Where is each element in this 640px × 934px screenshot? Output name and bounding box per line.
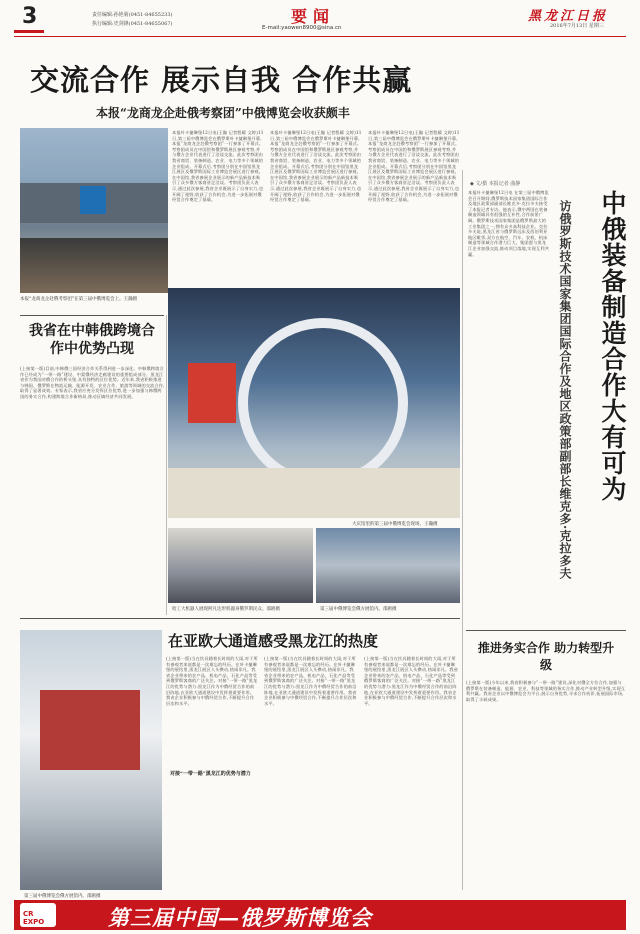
center-photo-screen [40, 690, 140, 770]
sidebar-second-rule [466, 630, 626, 631]
masthead-logo: 黑龙江日报 [528, 9, 609, 24]
footer-banner-title: 第三届中国—俄罗斯博览会 [108, 905, 372, 930]
center-article-headline: 在亚欧大通道感受黑龙江的热度 [168, 632, 379, 650]
exhibit-photo-2 [316, 528, 460, 603]
lead-photo-crowd [20, 238, 168, 293]
footer-logo [20, 903, 56, 927]
footer-logo-text: CR EXPO [23, 910, 45, 926]
exhibit-photo-2-caption: 第三届中俄博览会俄方展馆内。邵鸥摄 [320, 607, 397, 612]
left-article-rule [20, 315, 164, 316]
column-divider-left [166, 315, 167, 615]
sidebar-second-headline: 推进务实合作 助力转型升级 [477, 641, 615, 672]
center-photo-caption: 第三届中俄博览会俄方展馆内。邵鸥摄 [24, 894, 101, 899]
lead-headline: 交流合作 展示自我 合作共赢 [30, 63, 413, 97]
lead-subhead: 本报“龙商龙企赴俄考察团”中俄博览会收获颇丰 [96, 106, 350, 120]
lead-body-col3: 本报叶卡捷琳堡12日电(王瀚 记者程耀 文婷)11日,第三届中俄博览会在俄罗斯叶卡捷琳堡开幕,本报“龙商龙企赴俄考察团”一行参加了开幕式。考察团成员在中国馆和俄罗斯展区参观考察,并与俄方企业代表进行了洽谈交流。此次考察团由我省商贸、装备制造、农业、电力等多个领域的企业组成。开幕式后,考察团分别在中国馆黑龙江展区及俄罗斯国际工业博览会展区进行参观。在中国馆,我省参展企业展示的新产品新技术吸引了众多俄方客商驻足洽谈。考察团负责人表示,通过此次参展,我省企业既展示了自身实力,也开阔了视野,收获了合作机会,为进一步拓展对俄经贸合作奠定了基础。 [368, 130, 460, 203]
header-email: E-mail:yaowen8900@sina.cn [262, 25, 342, 31]
executive-line: 执行编辑:史剑锋(0451-84655067) [92, 21, 173, 27]
sidebar-headline: 中俄装备制造合作大有可为 [598, 190, 627, 502]
lead-body-col1: 本报叶卡捷琳堡12日电(王瀚 记者程耀 文婷)11日,第三届中俄博览会在俄罗斯叶卡捷琳堡开幕,本报“龙商龙企赴俄考察团”一行参加了开幕式。考察团成员在中国馆和俄罗斯展区参观考察,并与俄方企业代表进行了洽谈交流。此次考察团由我省商贸、装备制造、农业、电力等多个领域的企业组成。开幕式后,考察团分别在中国馆黑龙江展区及俄罗斯国际工业博览会展区进行参观。在中国馆,我省参展企业展示的新产品新技术吸引了众多俄方客商驻足洽谈。考察团负责人表示,通过此次参展,我省企业既展示了自身实力,也开阔了视野,收获了合作机会,为进一步拓展对俄经贸合作奠定了基础。 [172, 130, 264, 203]
sidebar-subhead: 访俄罗斯技术国家集团国际合作及地区政策部副部长维克多·克拉多夫 [558, 200, 572, 580]
column-divider-right [462, 170, 463, 890]
lead-photo-sign [80, 186, 106, 214]
editor-line: 责任编辑:孙艳菊(0451-84655233) [92, 12, 173, 18]
booth-floor [168, 468, 460, 518]
center-photo [20, 630, 162, 890]
left-article-body: (上接第一版)目前,中韩俄三国经济合作关系得到进一步深化。中韩俄跨境合作已经成为“一带一路”建设、中蒙俄经济走廊建设的重要组成部分。黑龙江省作为我国对俄合作的桥头堡,具有独特的区位优势。近年来,我省积极推进与韩国、俄罗斯在物流运输、能源开发、农业合作、旅游等领域的交流合作,取得了显著成效。专家表示,我省应充分发挥区位优势,进一步加强与韩俄两国的务实合作,构建跨境合作新格局,推动区域经济共同发展。 [20, 366, 165, 399]
section-title: 要闻 [291, 7, 336, 26]
booth-photo [168, 288, 460, 518]
footer-banner [14, 900, 626, 930]
lead-photo-caption: 本报“龙商龙企赴俄考察团”在第三届中俄博览会上。王瀚摄 [20, 297, 138, 302]
sidebar-second-body: (上接第一版)今年以来,我省积极参与“一带一路”建设,深化对俄全方位合作,加强与俄罗斯在装备制造、能源、农业、科技等领域的务实合作,推动产业转型升级,实现互利共赢。我省企业以中俄博览会为平台,展示自身优势,寻求合作伙伴,拓展国际市场,取得了丰硕成果。 [466, 680, 626, 702]
center-article-col2: (上接第一版)当在饮具随着长时间的大雨,对于所有参观者来说都是一次难忘的经历。在叶卡捷琳堡的展馆里,黑龙江展区人头攒动,热闹非凡。我省企业带来的农产品、机电产品、石化产品等受到俄罗斯客商的广泛关注。对接“一带一路”黑龙江的优势与潜力:黑龙江作为中俄经贸合作的前沿阵地,在亚欧大通道建设中发挥着重要作用。我省企业积极参与中俄经贸合作,不断提升合作层次和水平。 [264, 656, 357, 706]
page-number-tab [14, 6, 44, 33]
center-article-col1: (上接第一版)当在饮具随着长时间的大雨,对于所有参观者来说都是一次难忘的经历。在叶卡捷琳堡的展馆里,黑龙江展区人头攒动,热闹非凡。我省企业带来的农产品、机电产品、石化产品等受到俄罗斯客商的广泛关注。对接“一带一路”黑龙江的优势与潜力:黑龙江作为中俄经贸合作的前沿阵地,在亚欧大通道建设中发挥着重要作用。我省企业积极参与中俄经贸合作,不断提升合作层次和水平。 [166, 656, 258, 706]
lead-body-col2: 本报叶卡捷琳堡12日电(王瀚 记者程耀 文婷)11日,第三届中俄博览会在俄罗斯叶卡捷琳堡开幕,本报“龙商龙企赴俄考察团”一行参加了开幕式。考察团成员在中国馆和俄罗斯展区参观考察,并与俄方企业代表进行了洽谈交流。此次考察团由我省商贸、装备制造、农业、电力等多个领域的企业组成。开幕式后,考察团分别在中国馆黑龙江展区及俄罗斯国际工业博览会展区进行参观。在中国馆,我省参展企业展示的新产品新技术吸引了众多俄方客商驻足洽谈。考察团负责人表示,通过此次参展,我省企业既展示了自身实力,也开阔了视野,收获了合作机会,为进一步拓展对俄经贸合作奠定了基础。 [270, 130, 362, 203]
booth-expo-sign [188, 363, 236, 423]
center-article-rule [20, 618, 460, 619]
lead-photo [20, 128, 168, 293]
header-date: 2016年7月13日 星期三 [550, 23, 604, 29]
center-article-col3: (上接第一版)当在饮具随着长时间的大雨,对于所有参观者来说都是一次难忘的经历。在叶卡捷琳堡的展馆里,黑龙江展区人头攒动,热闹非凡。我省企业带来的农产品、机电产品、石化产品等受到俄罗斯客商的广泛关注。对接“一带一路”黑龙江的优势与潜力:黑龙江作为中俄经贸合作的前沿阵地,在亚欧大通道建设中发挥着重要作用。我省企业积极参与中俄经贸合作,不断提升合作层次和水平。 [364, 656, 459, 706]
sidebar-body: 本报叶卡捷琳堡12日电 在第三届中俄博览会召开期间,俄罗斯技术国家集团国际合作及地区政策部副部长维克多·克拉多夫接受了本报记者专访。他表示,俄中两国在装备制造领域具有很强的互补性,合作前景广阔。俄罗斯技术国家集团是俄罗斯最大的工业集团之一,拥有众多高科技企业。克拉多夫说,黑龙江省与俄罗斯远东及西伯利亚地区毗邻,双方在航空、汽车、农机、机床制造等领域合作潜力巨大。集团愿与黑龙江企业加强交流,推动项目落地,实现互利共赢。 [468, 190, 550, 257]
left-article-headline: 我省在中韩俄跨境合作中优势凸现 [29, 323, 155, 357]
page-number: 3 [22, 4, 38, 29]
center-article-subheading: 对接“一带一路”黑龙江的优势与潜力 [170, 771, 251, 777]
booth-arch [238, 318, 408, 488]
page-header [0, 0, 640, 40]
booth-photo-caption: 大庆馆里的第三届中俄博览会现场。王瀚摄 [352, 522, 438, 527]
exhibit-photo-1 [168, 528, 313, 603]
header-rule [14, 36, 626, 37]
exhibit-photo-1-caption: 哈工大机器人展现阿凡达形机器身俄罗斯民众。邵鸥摄 [172, 607, 280, 612]
sidebar-label: ◆ 文/摄 本报记者 曲静 [470, 181, 521, 187]
